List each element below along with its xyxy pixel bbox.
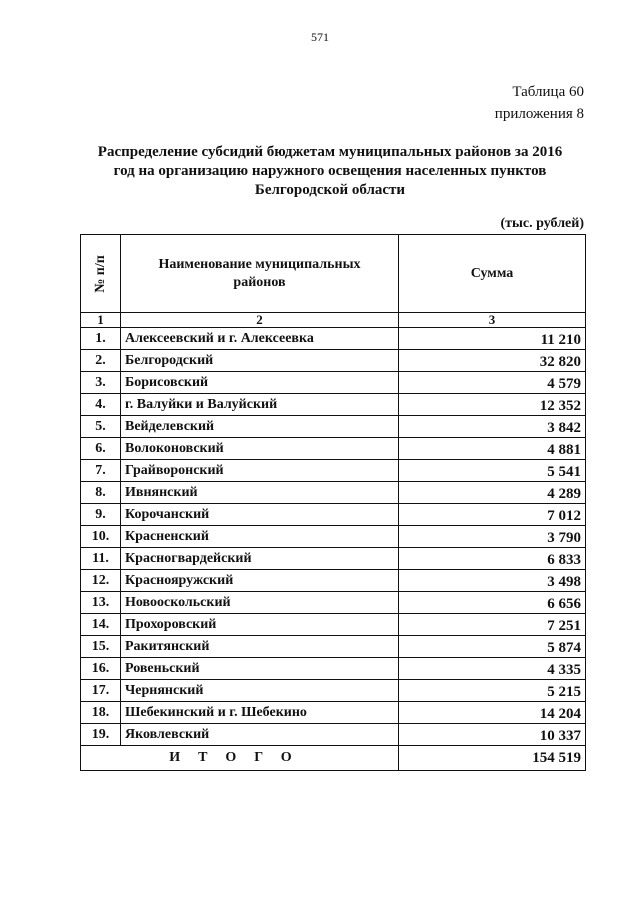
table-row [81,350,586,372]
subsidy-amount: 4 289 [399,482,586,504]
district-name: Волоконовский [121,438,399,460]
subsidy-amount: 5 874 [399,636,586,658]
row-number: 3. [81,372,121,394]
table-row [81,702,586,724]
total-label: ИТОГО [81,746,399,771]
header-sum: Сумма [399,235,586,313]
district-name: Шебекинский и г. Шебекино [121,702,399,724]
subsidy-amount: 6 833 [399,548,586,570]
district-name: Красненский [121,526,399,548]
district-name: Ракитянский [121,636,399,658]
district-name: Ивнянский [121,482,399,504]
column-index: 3 [399,313,586,328]
subsidy-amount: 7 251 [399,614,586,636]
subsidy-amount: 3 842 [399,416,586,438]
title-line: Распределение субсидий бюджетам муниципальных районов за 2016 [97,144,563,160]
header-number [81,235,121,313]
table-row [81,438,586,460]
table-row [81,614,586,636]
row-number: 13. [81,592,121,614]
total-sum: 154 519 [399,746,586,771]
row-number: 5. [81,416,121,438]
table-body [81,328,586,746]
appendix-reference: приложения 8 [494,106,584,122]
row-number: 12. [81,570,121,592]
district-name: Алексеевский и г. Алексеевка [121,328,399,350]
subsidy-amount: 12 352 [399,394,586,416]
total-row [81,746,586,771]
table-row [81,372,586,394]
table-row [81,724,586,746]
subsidy-amount: 14 204 [399,702,586,724]
subsidy-amount: 4 335 [399,658,586,680]
units-label: (тыс. рублей) [500,216,584,231]
header-name-line: районов [233,274,286,290]
subsidy-amount: 4 881 [399,438,586,460]
district-name: Грайворонский [121,460,399,482]
header-number-label: № п/п [92,254,108,293]
district-name: Борисовский [121,372,399,394]
row-number: 16. [81,658,121,680]
district-name: г. Валуйки и Валуйский [121,394,399,416]
title-line: год на организацию наружного освещения населенных пунктов [113,163,547,179]
table-row [81,482,586,504]
document-title [80,143,580,200]
header-district-name [121,235,399,313]
district-name: Белгородский [121,350,399,372]
table-row [81,548,586,570]
row-number: 6. [81,438,121,460]
row-number: 18. [81,702,121,724]
page-number: 571 [311,30,329,44]
row-number: 11. [81,548,121,570]
table-number: Таблица 60 [512,84,584,100]
district-name: Прохоровский [121,614,399,636]
table-row [81,636,586,658]
header-name-line: Наименование муниципальных [158,256,361,272]
row-number: 8. [81,482,121,504]
subsidy-amount: 10 337 [399,724,586,746]
subsidy-amount: 32 820 [399,350,586,372]
district-name: Яковлевский [121,724,399,746]
row-number: 14. [81,614,121,636]
row-number: 9. [81,504,121,526]
district-name: Красногвардейский [121,548,399,570]
district-name: Вейделевский [121,416,399,438]
district-name: Краснояружский [121,570,399,592]
table-row [81,658,586,680]
district-name: Чернянский [121,680,399,702]
column-index-row [81,313,586,328]
subsidy-amount: 3 498 [399,570,586,592]
row-number: 15. [81,636,121,658]
title-line: Белгородской области [254,182,406,198]
table-row [81,394,586,416]
row-number: 4. [81,394,121,416]
district-name: Корочанский [121,504,399,526]
row-number: 19. [81,724,121,746]
table-row [81,526,586,548]
subsidy-table [80,234,586,771]
table-row [81,570,586,592]
table-row [81,592,586,614]
table-row [81,504,586,526]
subsidy-amount: 5 541 [399,460,586,482]
table-header-row [81,235,586,313]
subsidy-amount: 6 656 [399,592,586,614]
subsidy-amount: 3 790 [399,526,586,548]
row-number: 7. [81,460,121,482]
column-index: 2 [121,313,399,328]
row-number: 17. [81,680,121,702]
row-number: 10. [81,526,121,548]
table-row [81,680,586,702]
subsidy-amount: 4 579 [399,372,586,394]
district-name: Ровеньский [121,658,399,680]
table-row [81,416,586,438]
table-row [81,328,586,350]
table-row [81,460,586,482]
district-name: Новооскольский [121,592,399,614]
subsidy-amount: 5 215 [399,680,586,702]
column-index: 1 [81,313,121,328]
subsidy-amount: 11 210 [399,328,586,350]
subsidy-amount: 7 012 [399,504,586,526]
row-number: 2. [81,350,121,372]
row-number: 1. [81,328,121,350]
